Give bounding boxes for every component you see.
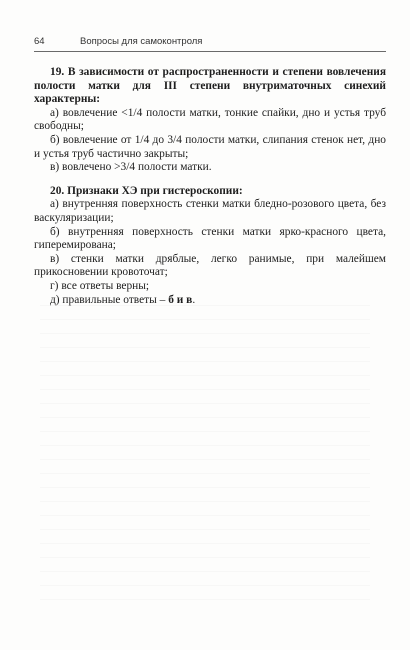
answer-option-e bbox=[34, 294, 386, 308]
question-title: 20. Признаки ХЭ при гистероскопии: bbox=[50, 184, 243, 197]
question-title: 19. В зависимости от распространенности и степени вовлечения полости матки для III степени внутриматочных синехий характерны: bbox=[34, 66, 386, 106]
answer-option-b: б) внутренняя поверхность стенки матки ярко-красного цвета, гиперемирована; bbox=[34, 225, 386, 252]
answer-option-a: а) вовлечение <1/4 полости матки, тонкие спайки, дно и устья труб свободны; bbox=[34, 106, 386, 133]
answer-option-d: г) все ответы верны; bbox=[50, 279, 150, 292]
correct-answer-key: б и в bbox=[168, 293, 193, 306]
page-number: 64 bbox=[34, 36, 45, 47]
question-20 bbox=[34, 185, 386, 307]
background-bleedthrough bbox=[40, 300, 370, 600]
answer-option-e-prefix: д) правильные ответы – bbox=[50, 293, 169, 306]
question-19 bbox=[34, 66, 386, 175]
answer-option-b: б) вовлечение от 1/4 до 3/4 полости матки, слипания стенок нет, дно и устья труб частично закрыты; bbox=[34, 133, 386, 160]
answer-option-e-suffix: . bbox=[192, 293, 196, 306]
page-header bbox=[34, 35, 386, 52]
running-title: Вопросы для самоконтроля bbox=[80, 36, 203, 47]
answer-option-c: в) вовлечено >3/4 полости матки. bbox=[50, 161, 212, 174]
answer-option-c: в) стенки матки дряблые, легко ранимые, при малейшем прикосновении кровоточат; bbox=[34, 252, 386, 279]
page-content bbox=[34, 66, 386, 317]
answer-option-a: а) внутренняя поверхность стенки матки бледно-розового цвета, без васкуляризации; bbox=[34, 198, 386, 224]
